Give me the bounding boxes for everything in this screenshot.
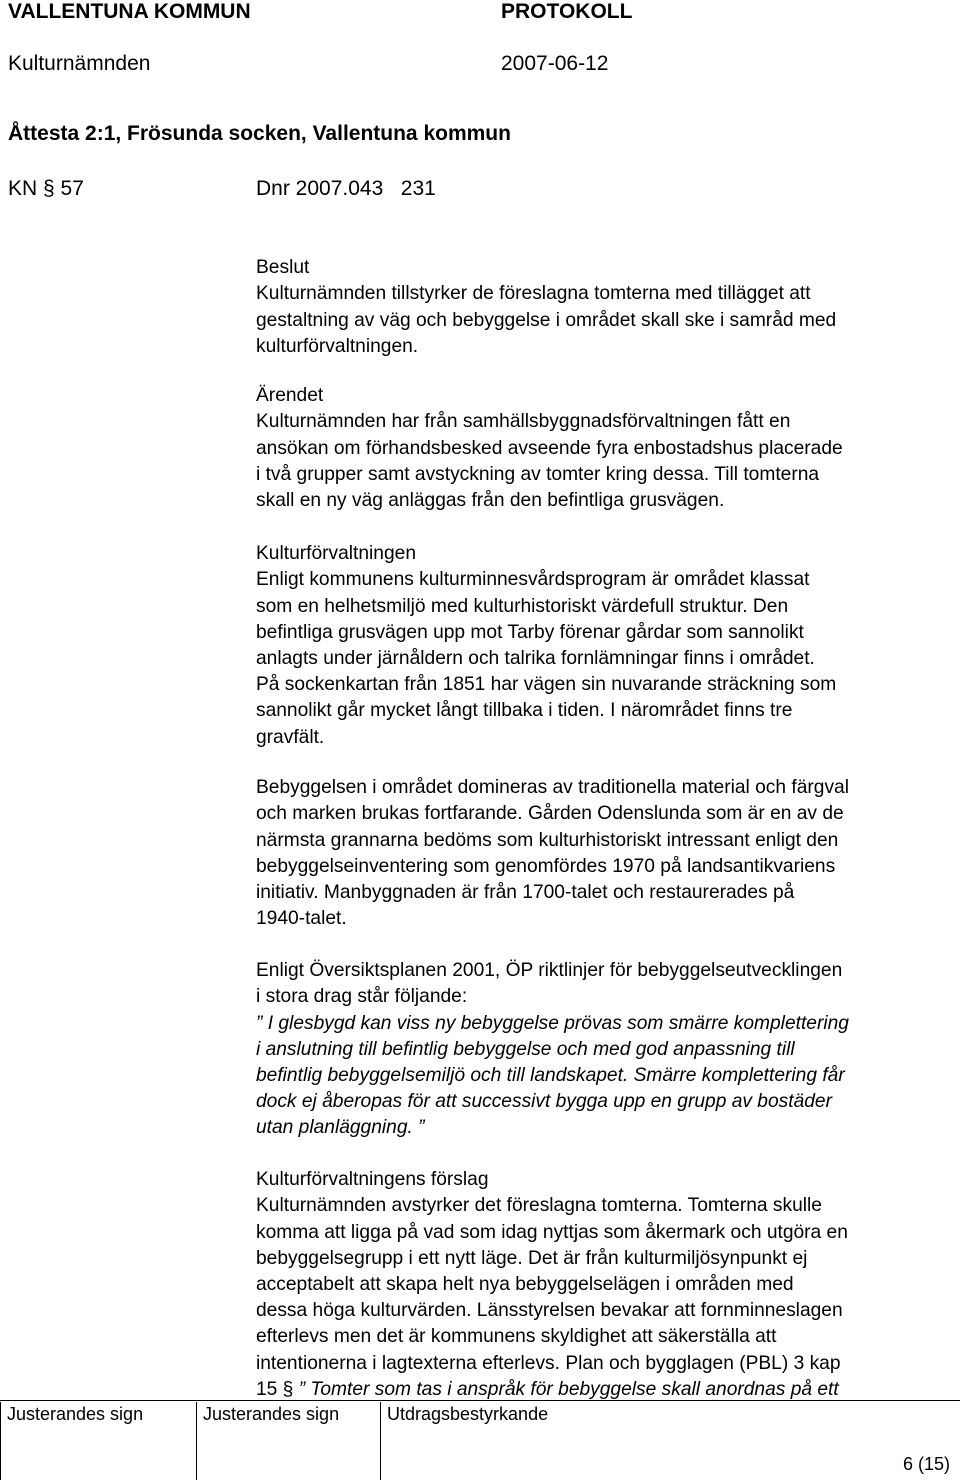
committee-name: Kulturnämnden xyxy=(8,52,151,75)
arendet-text: Kulturnämnden har från samhällsbyggnadsförvaltningen fått en ansökan om förhandsbesked avseende fyra enbostadshus placerade i två grupper samt avstyckning av tomter kring dessa. Till tomterna skall en ny väg anläggas från den befintliga grusvägen. xyxy=(256,411,843,512)
arendet-heading: Ärendet xyxy=(256,385,324,407)
paragraph-number: KN § 57 xyxy=(8,177,84,200)
section-arendet xyxy=(256,357,960,514)
section-kulturforvaltningen xyxy=(256,515,960,751)
doc-type: PROTOKOLL xyxy=(501,0,633,23)
footer-rule xyxy=(0,1400,960,1401)
footer-sign-box-1 xyxy=(0,1402,196,1480)
case-title: Åttesta 2:1, Frösunda socken, Vallentuna kommun xyxy=(8,122,511,145)
beslut-text: Kulturnämnden tillstyrker de föreslagna tomterna med tillägget att gestaltning av väg och bebyggelse i området skall ske i samråd med kulturförvaltningen. xyxy=(256,283,837,357)
section-beslut xyxy=(256,229,960,360)
forslag-heading: Kulturförvaltningens förslag xyxy=(256,1169,489,1191)
oversiktsplan-quote: ” I glesbygd kan viss ny bebyggelse prövas som smärre komplettering i anslutning till befintlig bebyggelse och med god anpassning till befintlig bebyggelsemiljö och till landskapet. Smärre komplettering får dock ej åberopas för att successivt bygga upp en grupp av bostäder utan planläggning. ” xyxy=(256,1012,849,1139)
section-oversiktsplan xyxy=(256,932,960,1142)
meeting-date: 2007-06-12 xyxy=(501,52,609,75)
kulturforvaltningen-text: Enligt kommunens kulturminnesvårdsprogram är området klassat som en helhetsmiljö med kulturhistoriskt värdefull struktur. Den befintliga grusvägen upp mot Tarby förenar gårdar som sannolikt anlagts under järnåldern och talrika fornlämningar finns i området. På sockenkartan från 1851 har vägen sin nuvarande sträckning som sannolikt går mycket långt tillbaka i tiden. I närområdet finns tre gravfält. xyxy=(256,569,837,748)
forslag-text: Kulturnämnden avstyrker det föreslagna tomterna. Tomterna skulle komma att ligga på vad som idag nyttjas som åkermark och utgöra en bebyggelsegrupp i ett nytt läge. Det är från kulturmiljösynpunkt ej acceptabelt att skapa helt nya bebyggelselägen i områden med dessa höga kulturvärden. Länsstyrelsen bevakar att fornminneslagen efterlevs men det är kommunens skyldighet att säkerställa att intentionerna i lagtexterna efterlevs. Plan och bygglagen (PBL) 3 kap 15 § xyxy=(256,1195,848,1400)
forslag-text-italic: ” Tomter som tas i anspråk för bebyggelse skall anordnas på ett xyxy=(298,1378,839,1400)
footer-sign-label-2: Justerandes sign xyxy=(203,1404,340,1424)
section-bebyggelsen xyxy=(256,749,960,932)
oversiktsplan-text: Enligt Översiktsplanen 2001, ÖP riktlinjer för bebyggelseutvecklingen i stora drag står följande: xyxy=(256,960,843,1008)
page-number: 6 (15) xyxy=(902,1454,950,1474)
footer-extract-box xyxy=(380,1402,960,1480)
diary-number: Dnr 2007.043 231 xyxy=(256,177,436,200)
footer-extract-label: Utdragsbestyrkande xyxy=(387,1404,549,1424)
beslut-heading: Beslut xyxy=(256,257,310,279)
bebyggelsen-text: Bebyggelsen i området domineras av traditionella material och färgval och marken brukas fortfarande. Gården Odenslunda som är en av de närmsta grannarna bedöms som kulturhistoriskt intressant enligt den bebyggelseinventering som genomfördes 1970 på landsantikvariens initiativ. Manbyggnaden är från 1700-talet och restaurerades på 1940-talet. xyxy=(256,777,849,930)
footer-sign-box-2 xyxy=(196,1402,380,1480)
kulturforvaltningen-heading: Kulturförvaltningen xyxy=(256,543,416,565)
section-forslag xyxy=(256,1141,960,1403)
org-name: VALLENTUNA KOMMUN xyxy=(8,0,251,23)
footer-sign-label-1: Justerandes sign xyxy=(7,1404,144,1424)
